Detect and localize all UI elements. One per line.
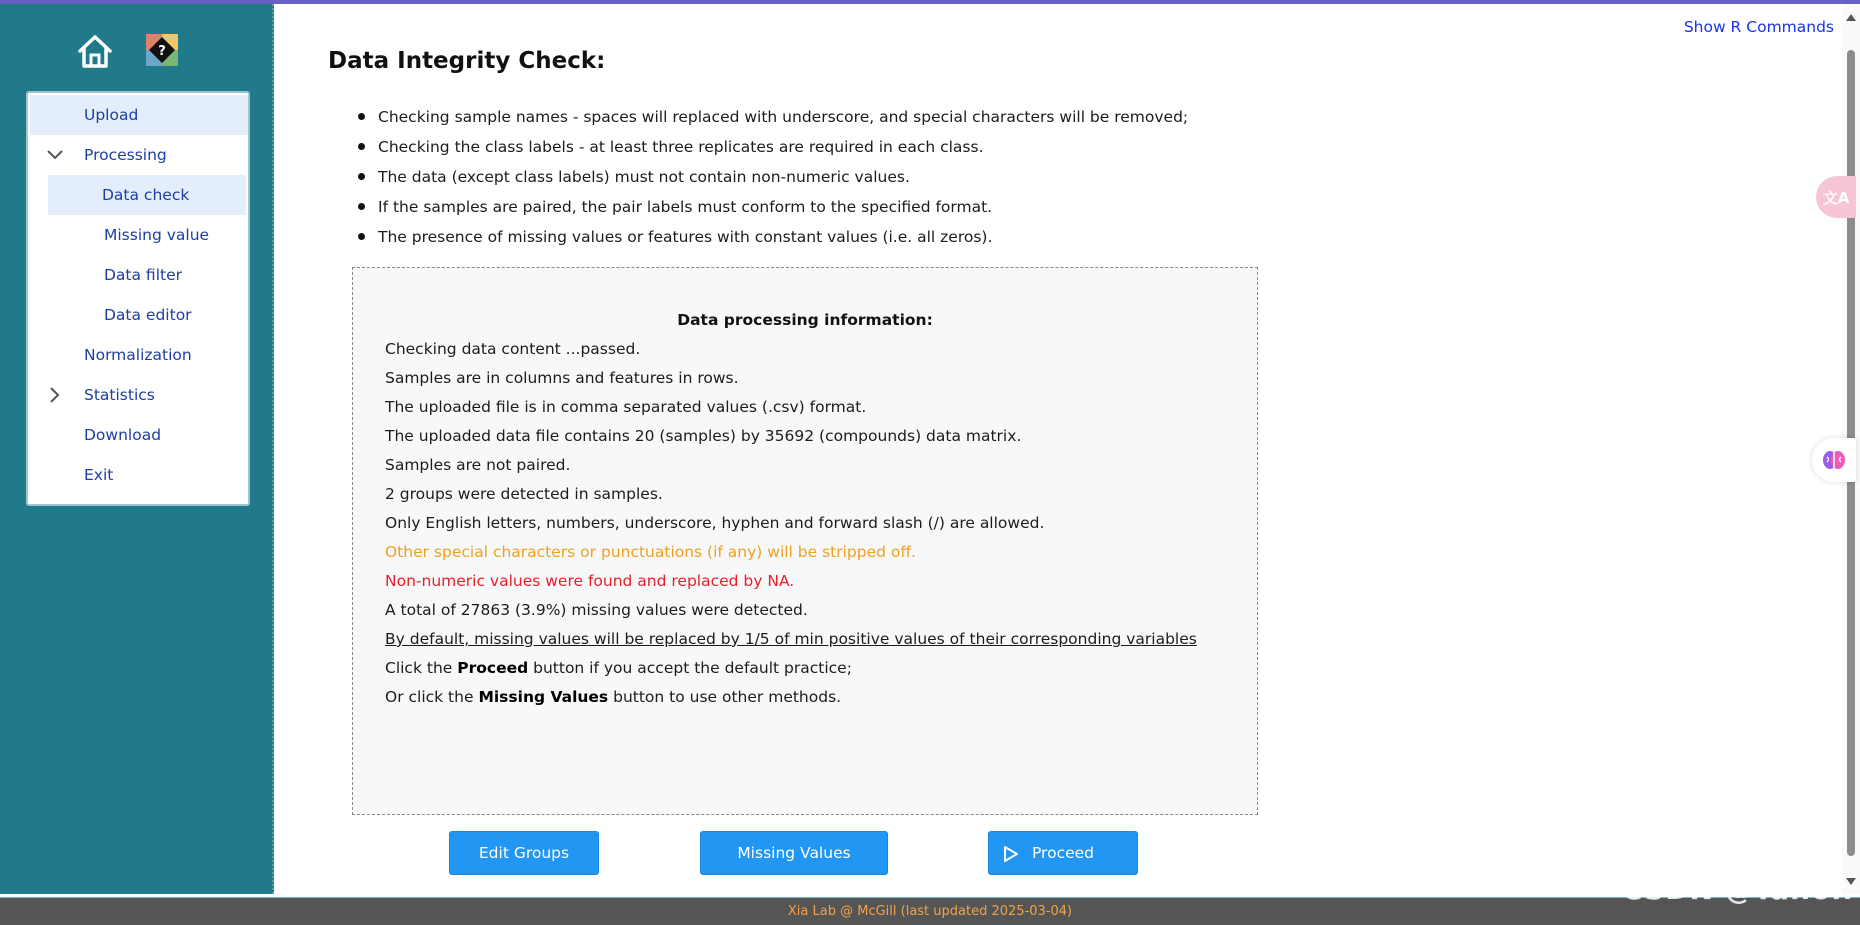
integrity-check-list — [328, 102, 1188, 252]
sidebar-item-missing-value[interactable] — [30, 215, 248, 255]
home-icon[interactable] — [76, 32, 114, 70]
info-line: A total of 27863 (3.9%) missing values were detected. — [385, 601, 808, 619]
missing-values-button[interactable]: Missing Values — [700, 831, 888, 875]
list-item: Checking the class labels - at least three replicates are required in each class. — [328, 132, 1188, 162]
translate-icon[interactable]: 文A — [1816, 176, 1856, 218]
sidebar-item-statistics[interactable] — [30, 375, 248, 415]
sidebar-item-label: Processing — [84, 146, 167, 164]
help-icon[interactable] — [146, 34, 178, 66]
list-item: Checking sample names - spaces will replaced with underscore, and special characters will be removed; — [328, 102, 1188, 132]
page-title: Data Integrity Check: — [328, 48, 606, 74]
scroll-up-arrow-icon[interactable] — [1846, 14, 1856, 21]
warning-line: Other special characters or punctuations (if any) will be stripped off. — [385, 543, 916, 561]
list-item: If the samples are paired, the pair labels must conform to the specified format. — [328, 192, 1188, 222]
sidebar-item-label: Data check — [102, 186, 190, 204]
sidebar-item-normalization[interactable] — [30, 335, 248, 375]
brain-icon — [1821, 447, 1847, 473]
sidebar-item-label: Exit — [84, 466, 114, 484]
processing-info-panel — [352, 267, 1258, 815]
chevron-down-icon[interactable] — [46, 146, 64, 164]
info-line: The uploaded data file contains 20 (samples) by 35692 (compounds) data matrix. — [385, 427, 1022, 445]
sidebar-item-exit[interactable] — [30, 455, 248, 495]
info-line: Only English letters, numbers, underscore, hyphen and forward slash (/) are allowed. — [385, 514, 1045, 532]
sidebar-item-download[interactable] — [30, 415, 248, 455]
missing-instruction-line — [385, 688, 841, 706]
text-fragment: Click the — [385, 659, 458, 677]
chevron-right-icon[interactable] — [46, 386, 64, 404]
sidebar-menu — [26, 91, 250, 506]
sidebar-item-data-check[interactable] — [48, 175, 246, 215]
info-line: 2 groups were detected in samples. — [385, 485, 663, 503]
sidebar-item-label: Data editor — [104, 306, 192, 324]
sidebar-item-data-filter[interactable] — [30, 255, 248, 295]
sidebar-item-data-editor[interactable] — [30, 295, 248, 335]
proceed-instruction-line — [385, 659, 852, 677]
info-line: Checking data content ...passed. — [385, 340, 641, 358]
bold-fragment: Missing Values — [478, 688, 609, 706]
sidebar-item-label: Statistics — [84, 386, 155, 404]
ai-brain-button[interactable] — [1812, 438, 1856, 482]
error-line: Non-numeric values were found and replaced by NA. — [385, 572, 795, 590]
help-icon-glyph: ? — [158, 44, 166, 59]
text-fragment: button if you accept the default practice; — [528, 659, 852, 677]
proceed-button[interactable] — [988, 831, 1138, 875]
text-fragment: Or click the — [385, 688, 479, 706]
info-panel-title: Data processing information: — [677, 311, 933, 329]
sidebar-item-label: Normalization — [84, 346, 192, 364]
list-item: The data (except class labels) must not contain non-numeric values. — [328, 162, 1188, 192]
info-line: The uploaded file is in comma separated values (.csv) format. — [385, 398, 867, 416]
info-line: Samples are in columns and features in rows. — [385, 369, 739, 387]
sidebar-item-label: Download — [84, 426, 162, 444]
text-fragment: button to use other methods. — [608, 688, 842, 706]
info-line: Samples are not paired. — [385, 456, 571, 474]
default-practice-line: By default, missing values will be replaced by 1/5 of min positive values of their corresponding variables — [385, 630, 1197, 648]
sidebar-item-upload[interactable] — [30, 95, 248, 135]
footer: Xia Lab @ McGill (last updated 2025-03-04) — [0, 897, 1860, 925]
bold-fragment: Proceed — [457, 659, 529, 677]
show-r-commands-link[interactable]: Show R Commands — [1683, 18, 1834, 36]
watermark: CSDN @Tailor. — [1622, 873, 1854, 906]
sidebar-item-processing[interactable] — [30, 135, 248, 175]
proceed-button-label: Proceed — [1031, 844, 1095, 862]
edit-groups-button[interactable]: Edit Groups — [449, 831, 599, 875]
sidebar-item-label: Upload — [84, 106, 139, 124]
list-item: The presence of missing values or features with constant values (i.e. all zeros). — [328, 222, 1188, 252]
sidebar-item-label: Missing value — [104, 226, 210, 244]
play-icon — [1003, 845, 1019, 863]
main-content — [276, 4, 1836, 894]
sidebar — [0, 4, 274, 894]
sidebar-item-label: Data filter — [104, 266, 182, 284]
